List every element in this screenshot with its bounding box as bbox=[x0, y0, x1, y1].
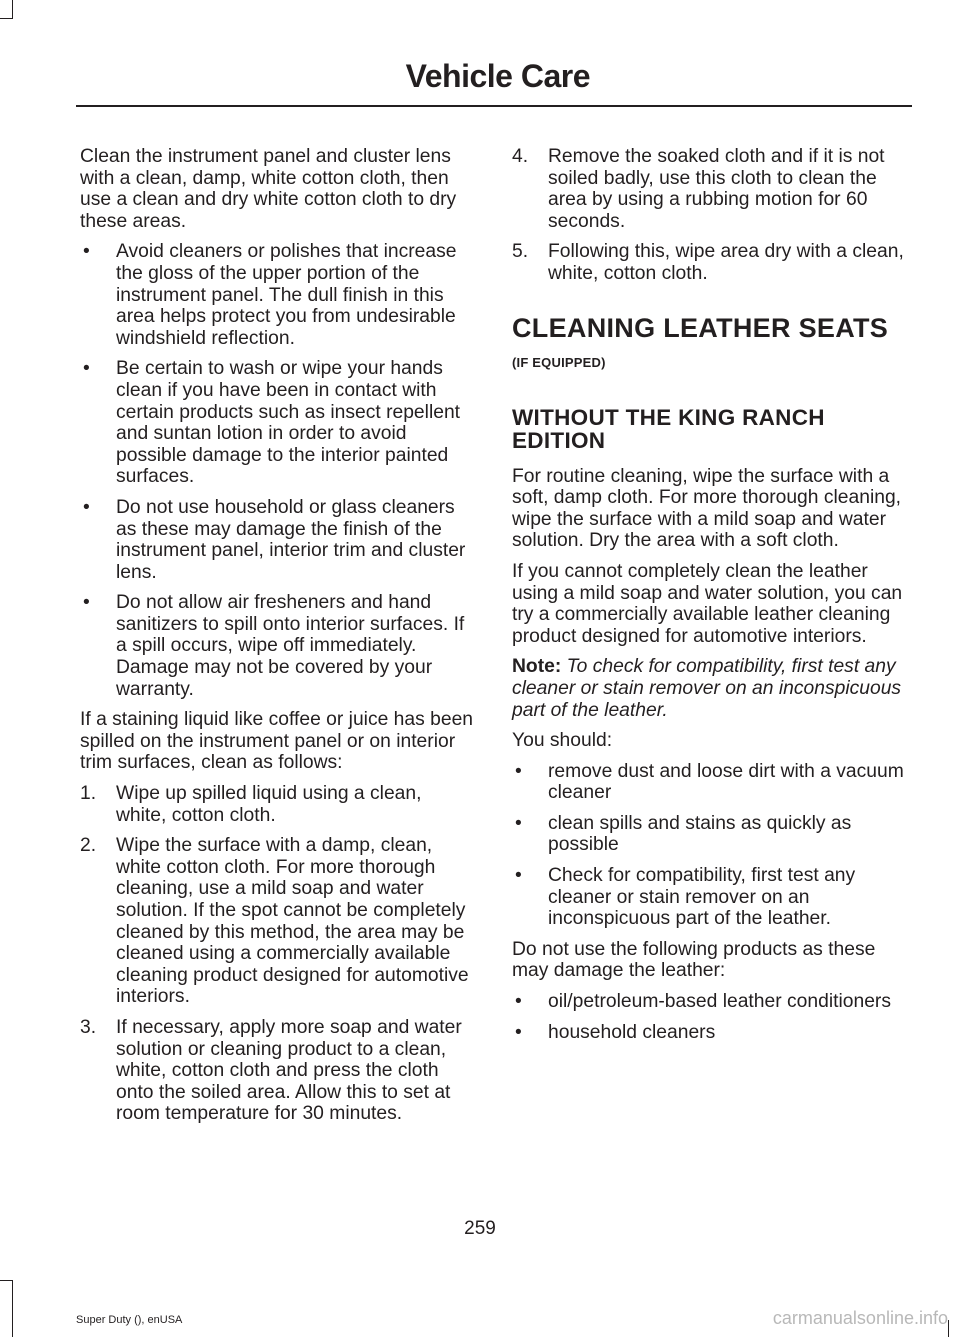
list-item: • Do not use household or glass cleaners as these may damage the finish of the instrument panel, interior trim and cluster lens. bbox=[83, 496, 466, 583]
watermark: carmanualsonline.info bbox=[772, 1308, 948, 1328]
do-not-use-paragraph: Do not use the following products as these may damage the leather: bbox=[512, 938, 876, 982]
bullet-icon: • bbox=[83, 496, 90, 518]
bullet-icon: • bbox=[515, 1021, 522, 1043]
list-item: • clean spills and stains as quickly as possible bbox=[515, 812, 852, 856]
section-heading: CLEANING LEATHER SEATS (IF EQUIPPED) bbox=[512, 312, 889, 370]
bullet-icon: • bbox=[515, 865, 522, 887]
intro-paragraph: Clean the instrument panel and cluster lens with a clean, damp, white cotton cloth, then use a clean and dry white cotton cloth to dry these areas. bbox=[80, 146, 457, 232]
you-should-label: You should: bbox=[512, 730, 613, 752]
step-item: 2. Wipe the surface with a damp, clean, white cotton cloth. For more thorough cleaning, use a mild soap and water solution. If the spot cannot be completely cleaned by this method, the area may be cleaned using a commercially available cleaning product designed for automotive interiors. bbox=[80, 835, 469, 1008]
step-item: 4. Remove the soaked cloth and if it is not soiled badly, use this cloth to clean the area by using a rubbing motion for 60 seconds. bbox=[512, 146, 885, 232]
list-item: • Be certain to wash or wipe your hands clean if you have been in contact with certain products such as insect repellent and suntan lotion in order to avoid possible damage to the interior painted surfaces. bbox=[83, 358, 461, 488]
bullet-icon: • bbox=[515, 760, 522, 782]
bullet-icon: • bbox=[83, 358, 90, 380]
stain-intro-paragraph: If a staining liquid like coffee or juice has been spilled on the instrument panel or on interior trim surfaces, clean as follows: bbox=[80, 709, 474, 774]
step-item: 3. If necessary, apply more soap and water solution or cleaning product to a clean, white, cotton cloth and press the cloth onto the soiled area. Allow this to set at room temperature for 30 minutes. bbox=[80, 1016, 462, 1125]
page-number: 259 bbox=[464, 1218, 496, 1239]
bullet-icon: • bbox=[83, 241, 90, 263]
crop-mark bbox=[0, 18, 13, 19]
routine-cleaning-paragraph: For routine cleaning, wipe the surface with a soft, damp cloth. For more thorough cleaning, wipe the surface with a mild soap and water solution. Dry the area with a soft cloth. bbox=[512, 465, 902, 552]
step-item: 5. Following this, wipe area dry with a clean, white, cotton cloth. bbox=[512, 241, 904, 284]
note bbox=[512, 656, 910, 721]
crop-mark bbox=[948, 1320, 949, 1337]
list-item: • Do not allow air fresheners and hand sanitizers to spill onto interior surfaces. If a spill occurs, wipe off immediately. Damage may not be covered by your warranty. bbox=[83, 592, 465, 700]
bullet-icon: • bbox=[515, 812, 522, 834]
right-column bbox=[512, 146, 910, 1052]
crop-mark bbox=[0, 1280, 13, 1281]
list-item: • Avoid cleaners or polishes that increase the gloss of the upper portion of the instrument panel. The dull finish in this area helps protect you from undesirable windshield reflection. bbox=[83, 241, 457, 349]
note-text: To check for compatibility, first test any cleaner or stain remover on an inconspicuous part of the leather. bbox=[512, 656, 902, 721]
step-item: 1. Wipe up spilled liquid using a clean, white, cotton cloth. bbox=[80, 783, 422, 826]
crop-mark bbox=[12, 1280, 13, 1337]
section-heading-suffix: (IF EQUIPPED) bbox=[512, 354, 606, 370]
header-rule bbox=[76, 105, 912, 107]
bullet-icon: • bbox=[83, 592, 90, 614]
list-item: • remove dust and loose dirt with a vacuum cleaner bbox=[515, 760, 904, 804]
list-item: • household cleaners bbox=[515, 1021, 716, 1043]
leather-product-paragraph: If you cannot completely clean the leather using a mild soap and water solution, you can try a commercially available leather cleaning product designed for automotive interiors. bbox=[512, 560, 903, 647]
note-label: Note: bbox=[512, 656, 562, 678]
left-column bbox=[80, 146, 476, 1134]
footer-doc-id: Super Duty (), enUSA bbox=[76, 1314, 183, 1326]
list-item: • Check for compatibility, first test any cleaner or stain remover on an inconspicuous part of the leather. bbox=[515, 865, 856, 930]
page-title: Vehicle Care bbox=[405, 58, 590, 94]
crop-mark bbox=[12, 0, 13, 18]
subheading: WITHOUT THE KING RANCH EDITION bbox=[512, 404, 825, 453]
bullet-icon: • bbox=[515, 991, 522, 1013]
list-item: • oil/petroleum-based leather conditioners bbox=[515, 991, 891, 1013]
